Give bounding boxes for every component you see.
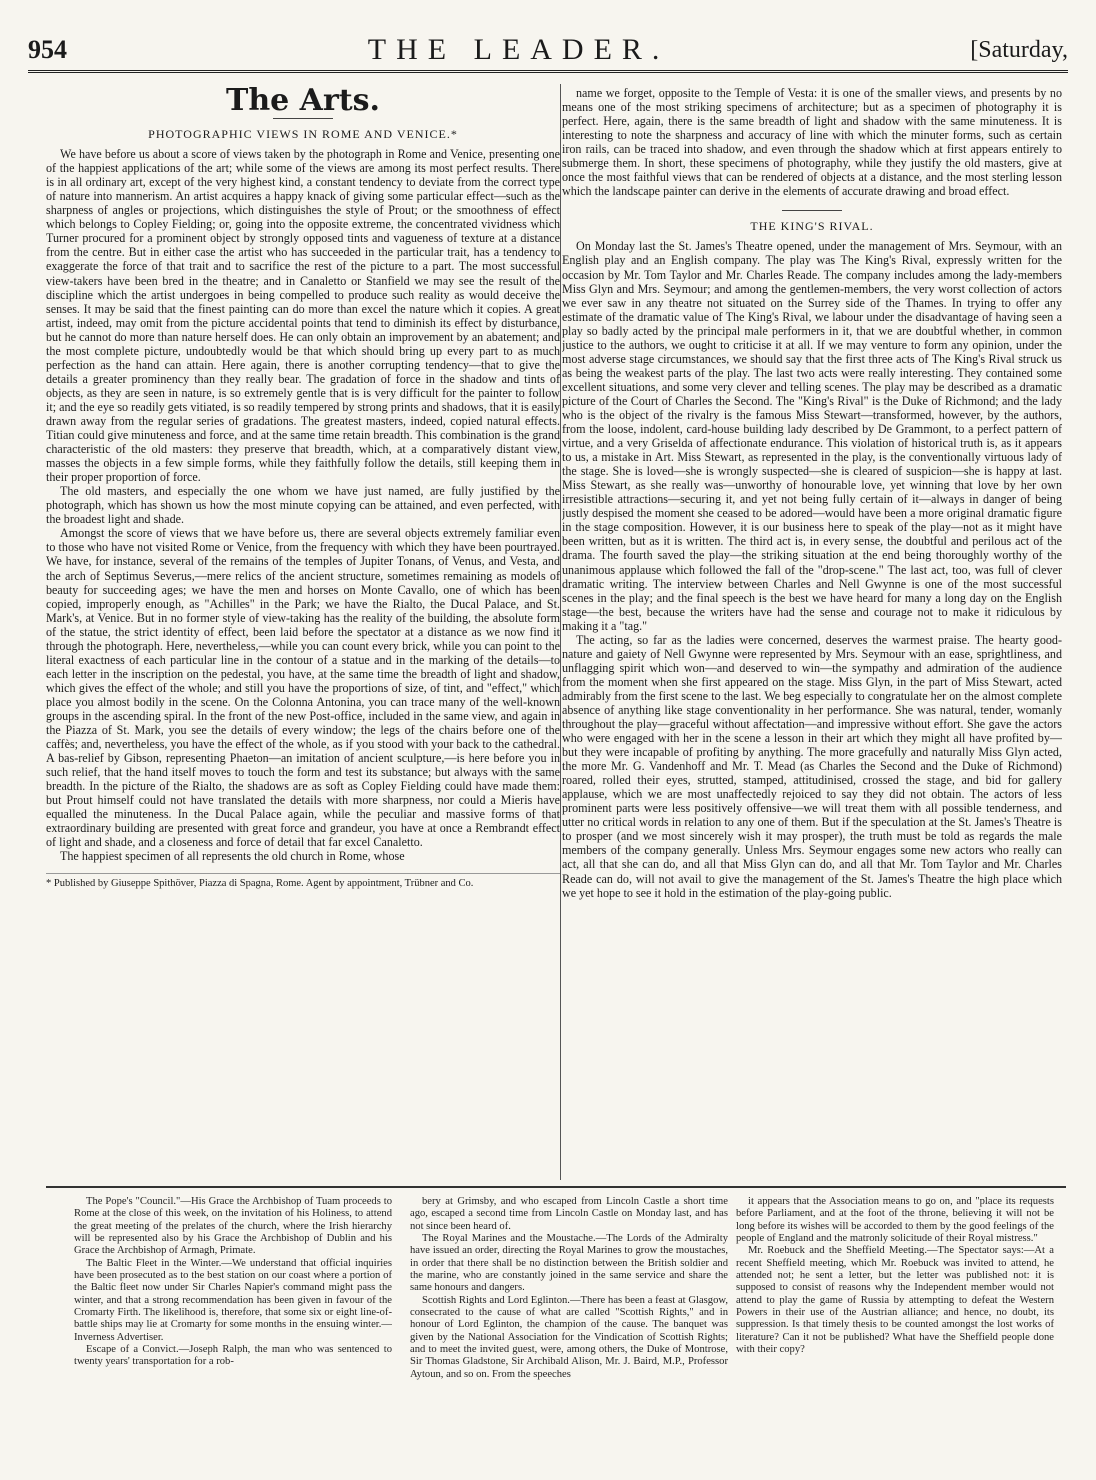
article-paragraph: We have before us about a score of views taken by the photograph in Rome and Venice, presenting one of the happiest applications of the art; while some of the views are among its most perfect results. There is in all ordinary art, except of the very highest kind, a constant tendency to deviate from the correct type of nature into mannerism. An artist acquires a happy knack of giving some particular effect—such as the sharpness of angles or projections, which distinguishes the style of Prout; or the smoothness of effect which belongs to Copley Fielding; or, going into the opposite extreme, the concentrated vividness which Turner procured for a prominent object by strongly opposed tints and vagueness of texture at a distance from the centre. But in either case the artist who has succeeded in the particular trait, has a tendency to exaggerate the force of that trait and to sacrifice the rest of the picture to a part. The most successful view-takers have been bred in the theatre; and in Canaletto or Stanfield we may see the result of the discipline which the artist undergoes in being compelled to produce such reality as would deceive the senses. It may be said that the finest painting can do more than excel the nature which it copies. A great artist, indeed, may omit from the picture accidental points that tend to diminish its effect by disturbance, but he cannot do more than nature herself does. He can only obtain an improvement by an abatement; and the most complete picture, undoubtedly would be that which should bring up every part to as much perfection as the hand can attain. Here again, there is another corrupting tendency—that to give the details a greater prominency than they really bear. The gradation of force in the shadow and tints of objects, as they are seen in nature, is so extremely gentle that is is very difficult for the painter to follow it; and the eye so readily gets vitiated, is so readily tempered by strong prints and shadows, that it is easily drawn away from the regular series of gradations. The greatest masters, indeed, copied natural effects. Titian could give minuteness and force, and at the same time retain breadth. This combination is the grand characteristic of the old masters: they preserve that breadth, which, at a comparatively distant view, masses the objects in a few simple forms, while they faithfully follow the details, still keeping them in their proper proportion of force. bbox=[46, 147, 560, 485]
section-heading: The Arts. bbox=[226, 86, 380, 118]
news-column-2 bbox=[410, 1196, 728, 1466]
news-item: Mr. Roebuck and the Sheffield Meeting.—The Spectator says:—At a recent Sheffield meeting, which Mr. Roebuck was invited to attend, he attended not; he sent a letter, but the letter was published not: it is supposed to consist of reasons why the Independent member would not attend to play the game of Russia by attempting to defeat the Western Powers in their use of the Austrian alliance; and hence, no doubt, its suppression. Is that timely thesis to be counted amongst the lost works of literature? Can it not be published? What have the Sheffield people done with their copy? bbox=[736, 1245, 1054, 1356]
newspaper-title: THE LEADER. bbox=[367, 33, 670, 66]
article-title-photographic: PHOTOGRAPHIC VIEWS IN ROME AND VENICE.* bbox=[148, 127, 458, 142]
article-title-kings-rival: THE KING'S RIVAL. bbox=[750, 219, 874, 234]
news-column-3 bbox=[736, 1196, 1054, 1466]
article-paragraph: On Monday last the St. James's Theatre opened, under the management of Mrs. Seymour, with an English play and an English company. The play was The King's Rival, expressly written for the occasion by Mr. Tom Taylor and Mr. Charles Reade. The company includes among the lady-members Miss Glyn and Mrs. Seymour; and among the gentlemen-members, the very worst collection of actors we ever saw in any theatre not situated on the Surrey side of the Thames. In trying to offer any estimate of the dramatic value of The King's Rival, we labour under the disadvantage of having seen a play so badly acted by the principal male performers in it, that we are doubtful whether, in common justice to the authors, we ought to criticise it at all. If we may venture to form any opinion, under the most adverse stage circumstances, we should say that the first three acts of The King's Rival struck us as being the weakest parts of the play. The last two acts were really interesting. They contained some excellent situations, and some very clever and telling scenes. The play may be described as a dramatic picture of the Court of Charles the Second. The "King's Rival" is the Duke of Richmond; and the lady who is the object of the rivalry is the famous Miss Stewart—transformed, however, by the authors, from the loose, indolent, card-house building lady described by De Grammont, to a perfect pattern of virtue, and a very Griselda of affectionate endurance. This violation of historical truth is, as it appears to us, a mistake in Art. Miss Stewart, as represented in the play, is the conventionally virtuous lady of the stage. She is loved—she is wrongly suspected—she is cleared of suspicion—she is happy at last. Miss Stewart, as she really was—unworthy of honourable love, yet winning that love by her own irresistible attractions—securing it, and yet not being fully certain of it—always in danger of being justly despised the moment she ceased to be adored—would have been a more original dramatic figure in the stage composition. However, it is our business here to speak of the play—not as it might have been written, but as it is written. The third act is, in every sense, the doubtful and perilous act of the drama. The fourth saved the play—the striking situation at the end being thoroughly worthy of the unanimous applause which followed the fall of the "drop-scene." The last act, too, was full of clever dramatic writing. The interview between Charles and Nell Gwynne is one of the most successful scenes in the play; and the final speech is the best we have heard for many a long day on the English stage—the best, because the writers have had the sense and courage not to make it ridiculous by making it a "tag." bbox=[562, 239, 1062, 633]
article-paragraph: The happiest specimen of all represents the old church in Rome, whose bbox=[60, 849, 405, 864]
column-divider bbox=[560, 84, 561, 1180]
right-column bbox=[562, 86, 1062, 1178]
footnote: * Published by Giuseppe Spithöver, Piazza di Spagna, Rome. Agent by appointment, Trübner and Co. bbox=[46, 873, 560, 890]
page-number: 954 bbox=[28, 35, 67, 64]
issue-day: [Saturday, bbox=[970, 36, 1068, 63]
news-item: it appears that the Association means to go on, and "place its requests before Parliament, and at the foot of the throne, believing it will not be long before its wishes will be accorded to them by the good feelings of the people of England and the matronly solicitude of their Royal mistress." bbox=[736, 1196, 1054, 1245]
heading-rule bbox=[273, 118, 333, 119]
article-paragraph-continued: name we forget, opposite to the Temple of Vesta: it is one of the smaller views, and presents by no means one of the most striking specimens of architecture; but as a specimen of photography it is perfect. Here, again, there is the same breadth of light and shadow with the same minuteness. It is interesting to note the sharpness and accuracy of line with which the minuter forms, such as certain iron rails, can be traced into shadow, and even through the shadow which at first appears entirely to submerge them. In short, these specimens of photography, while they justify the old masters, give at once the most faithful views that can be rendered of objects at a distance, and the most sterling lesson which the landscape painter can derive in the elements of accurate drawing and broad effect. bbox=[562, 86, 1062, 199]
article-paragraph: Amongst the score of views that we have before us, there are several objects extremely familiar even to those who have not visited Rome or Venice, from the frequency with which they have been pourtrayed. We have, for instance, several of the remains of the temples of Jupiter Tonans, of Venus, and Vesta, and the arch of Septimus Severus,—mere relics of the ancient structure, sometimes remaining as models of beauty for succeeding ages; we have the men and horses on Monte Cavallo, one of which has been copied, improperly enough, as "Achilles" in the Park; we have the Rialto, the Ducal Palace, and St. Mark's, at Venice. But in no former style of view-taking has the reality of the building, the absolute form of the statue, the strict identity of effect, been laid before the spectator at a distance as we now find it through the photograph. Here, nevertheless,—while you can count every brick, while you can point to the literal exactness of each particular line in the contour of a statue and in the marking of the details—to each letter in the inscription on the pedestal, you have, at the same time the breadth of light and shadow, which gives the effect of the whole; and still you have the proportions of size, of tint, and "effect," which place you almost bodily in the scene. On the Colonna Antonina, you can trace many of the well-known groups in the ascending spiral. In the front of the new Post-office, included in the same view, and again in the Piazza of St. Mark, you see the details of every window; the legs of the chairs before one of the caffès; and, nevertheless, you have the effect of the whole, as if you stood with your back to the cathedral. A bas-relief by Gibson, representing Phaeton—an imitation of ancient sculpture,—is here before you in such relief, that the hand itself moves to touch the form and test its substance; but always with the same breadth. In the picture of the Rialto, the shadows are as soft as Copley Fielding could have made them: but Prout himself could not have translated the details with more sharpness, nor could a Mieris have equalled the minuteness. In the Ducal Palace again, while the peculiar and massive forms of that extraordinary building are presented with great force and grandeur, you have at once a Rembrandt effect of light and shade, and a closeness and force of detail that far excel Canaletto. bbox=[46, 526, 560, 850]
news-column-1 bbox=[74, 1196, 392, 1466]
article-paragraph: The old masters, and especially the one whom we have just named, are fully justified by the photograph, which has shown us how the most minute copying can be attained, and even perfected, with the broadest light and shade. bbox=[46, 484, 560, 527]
horizontal-divider bbox=[46, 1186, 1066, 1188]
news-item: Scottish Rights and Lord Eglinton.—There has been a feast at Glasgow, consecrated to the cause of what are called "Scottish Rights," and in honour of Lord Eglinton, the champion of the cause. The banquet was given by the National Association for the Vindication of Scottish Rights; and to meet the invited guest, were, among others, the Duke of Montrose, Sir Thomas Gladstone, Sir Archibald Alison, Mr. J. Baird, M.P., Professor Aytoun, and so on. From the speeches bbox=[410, 1294, 728, 1380]
masthead bbox=[28, 30, 1068, 73]
news-item: The Royal Marines and the Moustache.—The Lords of the Admiralty have issued an order, directing the Royal Marines to grow the moustaches, in order that there shall be no distinction between the British soldier and the marine, who are constantly joined in the same service and share the same honours and dangers. bbox=[410, 1233, 728, 1294]
news-item: The Pope's "Council."—His Grace the Archbishop of Tuam proceeds to Rome at the close of this week, on the invitation of his Holiness, to attend the great meeting of the prelates of the church, where the Irish hierarchy will be represented also by his Grace the Archbishop of Dublin and his Grace the Archbishop of Armagh, Primate. bbox=[74, 1196, 392, 1257]
article-paragraph: The acting, so far as the ladies were concerned, deserves the warmest praise. The hearty good-nature and gaiety of Nell Gwynne were represented by Mrs. Seymour with an ease, sprightliness, and unflagging spirit which won—and deserved to win—the sympathy and admiration of the audience from the moment when she first appeared on the stage. Miss Glyn, in the part of Miss Stewart, acted admirably from the first scene to the last. We beg especially to congratulate her on the almost complete absence of anything like stage conventionality in her performance. She was natural, tender, womanly throughout the play—graceful without affectation—and impressive without effort. She gave the actors who were engaged with her in the scene a lesson in their art which they might all have profited by—but they were incapable of profiting by anything. The more gracefully and naturally Miss Glyn acted, the more Mr. G. Vandenhoff and Mr. T. Mead (as Charles the Second and the Duke of Richmond) roared, rolled their eyes, strutted, stamped, attitudinised, crossed the stage, and bid for gallery applause, which we are most unaffectedly rejoiced to say they did not obtain. The actors of less prominent parts were less positively offensive—we will treat them with all possible tenderness, and utter no critical words in relation to any one of them. But if the speculation at the St. James's Theatre is to prosper (and we most sincerely wish it may prosper), the truth must be told as regards the male members of the company generally. Unless Mrs. Seymour engages some new actors who really can act, all that she can do, and all that Miss Glyn can do, and all that Mr. Tom Taylor and Mr. Charles Reade can do, will not avail to give the management of the St. James's Theatre the high place which we yet hope to see it hold in the estimation of the play-going public. bbox=[562, 632, 1062, 900]
news-item: bery at Grimsby, and who escaped from Lincoln Castle a short time ago, escaped a second time from Lincoln Castle on Monday last, and has not since been heard of. bbox=[410, 1196, 728, 1232]
news-item: Escape of a Convict.—Joseph Ralph, the man who was sentenced to twenty years' transportation for a rob- bbox=[74, 1344, 392, 1368]
news-item: The Baltic Fleet in the Winter.—We understand that official inquiries have been prosecuted as to the best station on our coast where a portion of the Baltic fleet now under Sir Charles Napier's command might pass the winter, and that a strong recommendation has been given in favour of the Cromarty Firth. The likelihood is, therefore, that some six or eight line-of-battle ships may lie at Cromarty for some months in the ensuing winter.—Inverness Advertiser. bbox=[74, 1257, 392, 1343]
article-separator bbox=[782, 210, 842, 211]
